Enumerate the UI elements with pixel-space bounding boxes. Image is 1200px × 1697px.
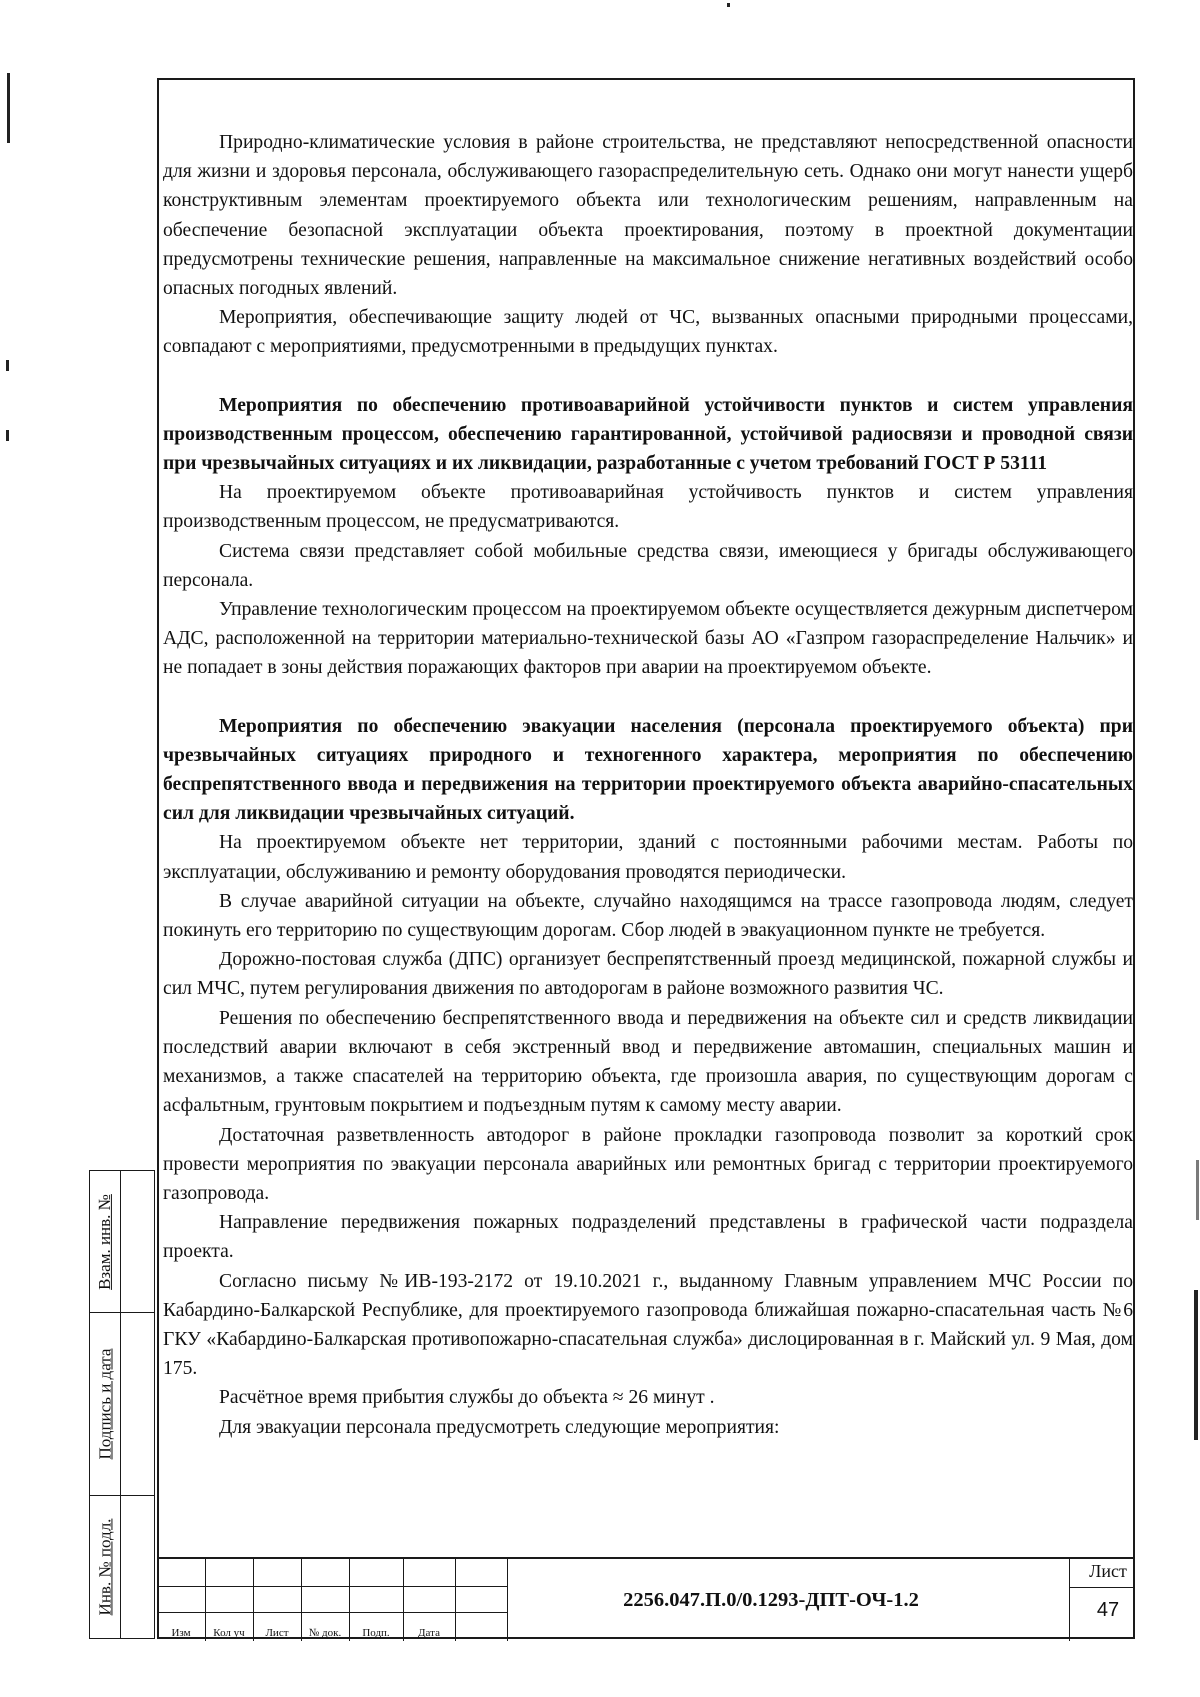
stamp-inv-podl: [89, 1495, 155, 1639]
paragraph: Дорожно-постовая служба (ДПС) организует беспрепятственный проезд медицинской, пожарной службы и сил МЧС, путем регулирования движения по автодорогам в районе возможного развития ЧС.: [163, 949, 1133, 1000]
col-kol-uch: Кол уч: [213, 1627, 245, 1639]
scan-dot: [6, 430, 9, 441]
paragraph: Управление технологическим процессом на проектируемом объекте осуществляется дежурным диспетчером АДС, расположенной на территории материально-технической базы АО «Газпром газораспределение Нальчик» и не попадает в зоны действия поражающих факторов при аварии на проектируемом объекте.: [163, 599, 1133, 679]
col-izm: Изм: [171, 1627, 191, 1639]
label-inv-podl: Инв. № подл.: [95, 1518, 114, 1616]
paragraph: Мероприятия, обеспечивающие защиту людей от ЧС, вызванных опасными природными процессами, совпадают с мероприятиями, предусмотренными в предыдущих пунктах.: [163, 307, 1133, 358]
paragraph: На проектируемом объекте нет территории, зданий с постоянными рабочими местам. Работы по эксплуатации, обслуживанию и ремонту оборудования проводятся периодически.: [163, 832, 1133, 883]
paragraph: На проектируемом объекте противоаварийная устойчивость пунктов и систем управления производственным процессом, не предусматриваются.: [163, 482, 1133, 533]
col-n-dok: № док.: [308, 1627, 342, 1639]
paragraph: Природно-климатические условия в районе строительства, не представляют непосредственной опасности для жизни и здоровья персонала, обслуживающего газораспределительную сеть. Однако они могут нанести ущерб конструктивным элементам проектируемого объекта или технологическим решениям, направленным на обеспечение безопасной эксплуатации объекта проектирования, поэтому в проектной документации предусмотрены технические решения, направленные на максимальное снижение негативных воздействий особо опасных погодных явлений.: [163, 132, 1133, 300]
col-list: Лист: [265, 1627, 289, 1639]
paragraph: Согласно письму №ИВ-193-2172 от 19.10.2021 г., выданному Главным управлением МЧС России по Кабардино-Балкарской Республике, для проектируемого газопровода ближайшая пожарно-спасательная часть №6 ГКУ «Кабардино-Балкарская противопожарно-спасательная служба» дислоцированная в г. Майский ул. 9 Мая, дом 175.: [163, 1270, 1133, 1380]
paragraph: Для эвакуации персонала предусмотреть следующие мероприятия:: [219, 1416, 780, 1438]
scan-line: [7, 73, 10, 143]
scan-line: [1194, 1290, 1198, 1440]
paragraph: В случае аварийной ситуации на объекте, случайно находящимся на трассе газопровода людям, следует покинуть его территорию по существующим дорогам. Сбор людей в эвакуационном пункте не требуется.: [163, 890, 1133, 942]
paragraph: Решения по обеспечению беспрепятственного ввода и передвижения на объекте сил и средств ликвидации последствий аварии включают в себя экстренный ввод и передвижение автомашин, специальных машин и механизмов, а также спасателей на территорию объекта, где произошла авария, по существующим дорогам с асфальтным, грунтовым покрытием и подъездным путям к самому месту аварии.: [163, 1007, 1133, 1117]
stamp-vzam-inv: [89, 1170, 155, 1313]
document-body: [163, 128, 1133, 1442]
sheet-number: 47: [1096, 1599, 1120, 1621]
scan-dot: [1196, 1160, 1199, 1220]
paragraph: Система связи представляет собой мобильные средства связи, имеющиеся у бригады обслуживающего персонала.: [163, 540, 1133, 591]
scan-dot: [6, 360, 9, 371]
label-vzam-inv: Взам. инв. №: [95, 1193, 114, 1290]
section-heading: Мероприятия по обеспечению эвакуации населения (персонала проектируемого объекта) при чрезвычайных ситуациях природного и техногенного характера, мероприятия по обеспечению беспрепятственного ввода и передвижения на территории проектируемого объекта аварийно-спасательных сил для ликвидации чрезвычайных ситуаций.: [163, 715, 1133, 825]
section-heading: Мероприятия по обеспечению противоаварийной устойчивости пунктов и систем управления производственным процессом, обеспечению гарантированной, устойчивой радиосвязи и проводной связи при чрезвычайных ситуациях и их ликвидации, разработанные с учетом требований ГОСТ Р 53111: [163, 394, 1133, 475]
label-podpis-data: Подпись и дата: [95, 1348, 114, 1460]
stamp-podpis-data: [89, 1312, 155, 1496]
paragraph-gap: [163, 362, 1133, 391]
col-data: Дата: [418, 1627, 440, 1639]
paragraph-gap: [163, 683, 1133, 712]
sheet-label: Лист: [1089, 1561, 1127, 1581]
col-podp: Подп.: [362, 1627, 390, 1639]
paragraph: Достаточная разветвленность автодорог в районе прокладки газопровода позволит за короткий срок провести мероприятия по эвакуации персонала аварийных или ремонтных бригад с территории проектируемого газопровода.: [163, 1124, 1133, 1204]
scan-dot: [727, 3, 730, 7]
paragraph: Направление передвижения пожарных подразделений представлены в графической части подраздела проекта.: [163, 1212, 1133, 1263]
paragraph: Расчётное время прибытия службы до объекта ≈ 26 минут .: [219, 1387, 715, 1409]
title-block: [157, 1557, 1135, 1641]
document-code: 2256.047.П.0/0.1293-ДПТ-ОЧ-1.2: [623, 1588, 919, 1611]
